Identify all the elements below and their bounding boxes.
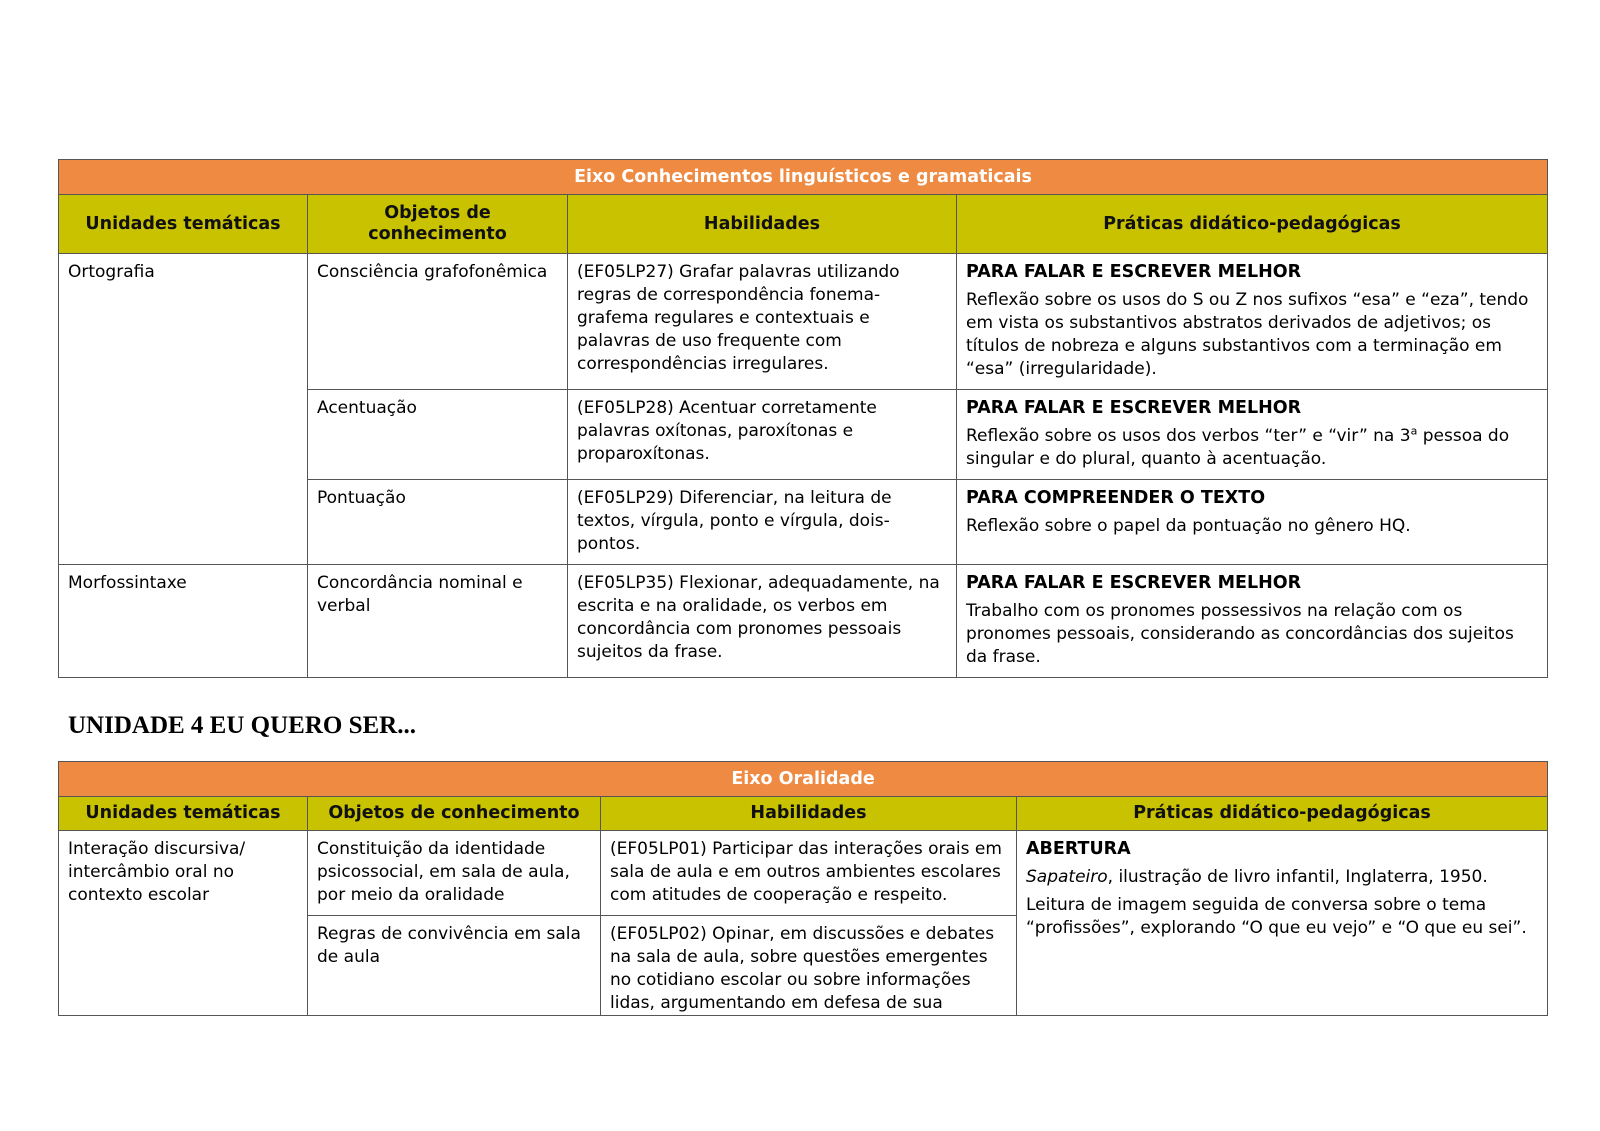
habilidade-cell: (EF05LP29) Diferenciar, na leitura de textos, vírgula, ponto e vírgula, dois-pontos. (568, 480, 957, 565)
pratica-title: PARA FALAR E ESCREVER MELHOR (966, 573, 1302, 593)
objeto-cell: Constituição da identidade psicossocial, em sala de aula, por meio da oralidade (308, 831, 601, 916)
objeto-cell: Regras de convivência em sala de aula (308, 916, 601, 1016)
pratica-title: PARA FALAR E ESCREVER MELHOR (966, 398, 1302, 418)
column-header: Práticas didático-pedagógicas (1017, 797, 1548, 831)
unidade-cell: Morfossintaxe (59, 565, 308, 678)
habilidade-cell: (EF05LP27) Grafar palavras utilizando regras de correspondência fonema-grafema regulares e contextuais e palavras de uso frequente com correspondências irregulares. (568, 254, 957, 390)
unidade-cell: Interação discursiva/ intercâmbio oral no contexto escolar (59, 831, 308, 1016)
table-row (59, 254, 1548, 390)
habilidade-cell: (EF05LP02) Opinar, em discussões e debates na sala de aula, sobre questões emergentes no cotidiano escolar ou sobre informações lidas, argumentando em defesa de sua (601, 916, 1017, 1016)
table-oralidade (58, 761, 1548, 1016)
table-row (59, 831, 1548, 916)
pratica-cell (957, 480, 1548, 565)
habilidade-cell: (EF05LP35) Flexionar, adequadamente, na escrita e na oralidade, os verbos em concordância com pronomes pessoais sujeitos da frase. (568, 565, 957, 678)
column-header: Objetos de conhecimento (308, 797, 601, 831)
pratica-cell (1017, 831, 1548, 1016)
column-header: Práticas didático-pedagógicas (957, 195, 1548, 254)
pratica-title: PARA FALAR E ESCREVER MELHOR (966, 262, 1302, 282)
objeto-cell: Pontuação (308, 480, 568, 565)
pratica-title: PARA COMPREENDER O TEXTO (966, 488, 1266, 508)
pratica-obra-info: , ilustração de livro infantil, Inglaterra, 1950. (1107, 867, 1488, 887)
column-header: Objetos de conhecimento (308, 195, 568, 254)
table-conhecimentos-linguisticos (58, 159, 1548, 678)
column-header: Unidades temáticas (59, 797, 308, 831)
column-header: Habilidades (601, 797, 1017, 831)
column-header: Unidades temáticas (59, 195, 308, 254)
habilidade-cell: (EF05LP01) Participar das interações orais em sala de aula e em outros ambientes escolares com atitudes de cooperação e respeito. (601, 831, 1017, 916)
pratica-cell (957, 254, 1548, 390)
pratica-cell (957, 565, 1548, 678)
pratica-title: ABERTURA (1026, 839, 1131, 859)
habilidade-cell: (EF05LP28) Acentuar corretamente palavras oxítonas, paroxítonas e proparoxítonas. (568, 390, 957, 480)
unidade-cell: Ortografia (59, 254, 308, 565)
objeto-cell: Consciência grafofonêmica (308, 254, 568, 390)
pratica-text: Reflexão sobre os usos dos verbos “ter” e “vir” na 3$^a$ pessoa do singular e do plural, quanto à acentuação. (966, 424, 1510, 469)
pratica-cell (957, 390, 1548, 480)
objeto-cell: Concordância nominal e verbal (308, 565, 568, 678)
table-title: Eixo Conhecimentos linguísticos e gramaticais (59, 160, 1548, 195)
pratica-text: Leitura de imagem seguida de conversa sobre o tema “profissões”, explorando “O que eu vejo” e “O que eu sei”. (1026, 895, 1527, 938)
unit-title: UNIDADE 4 EU QUERO SER... (68, 712, 416, 739)
column-header: Habilidades (568, 195, 957, 254)
pratica-text: Reflexão sobre os usos do S ou Z nos sufixos “esa” e “eza”, tendo em vista os substantivos abstratos derivados de adjetivos; os títulos de nobreza e alguns substantivos com a terminação em “esa” (irregularidade). (966, 290, 1529, 379)
pratica-text: Trabalho com os pronomes possessivos na relação com os pronomes pessoais, considerando as concordâncias dos sujeitos da frase. (966, 601, 1514, 667)
pratica-obra: Sapateiro (1026, 867, 1108, 887)
pratica-text: Reflexão sobre o papel da pontuação no gênero HQ. (966, 516, 1411, 536)
table-row (59, 565, 1548, 678)
objeto-cell: Acentuação (308, 390, 568, 480)
table-title: Eixo Oralidade (59, 762, 1548, 797)
pratica-obra-line (1026, 866, 1538, 889)
